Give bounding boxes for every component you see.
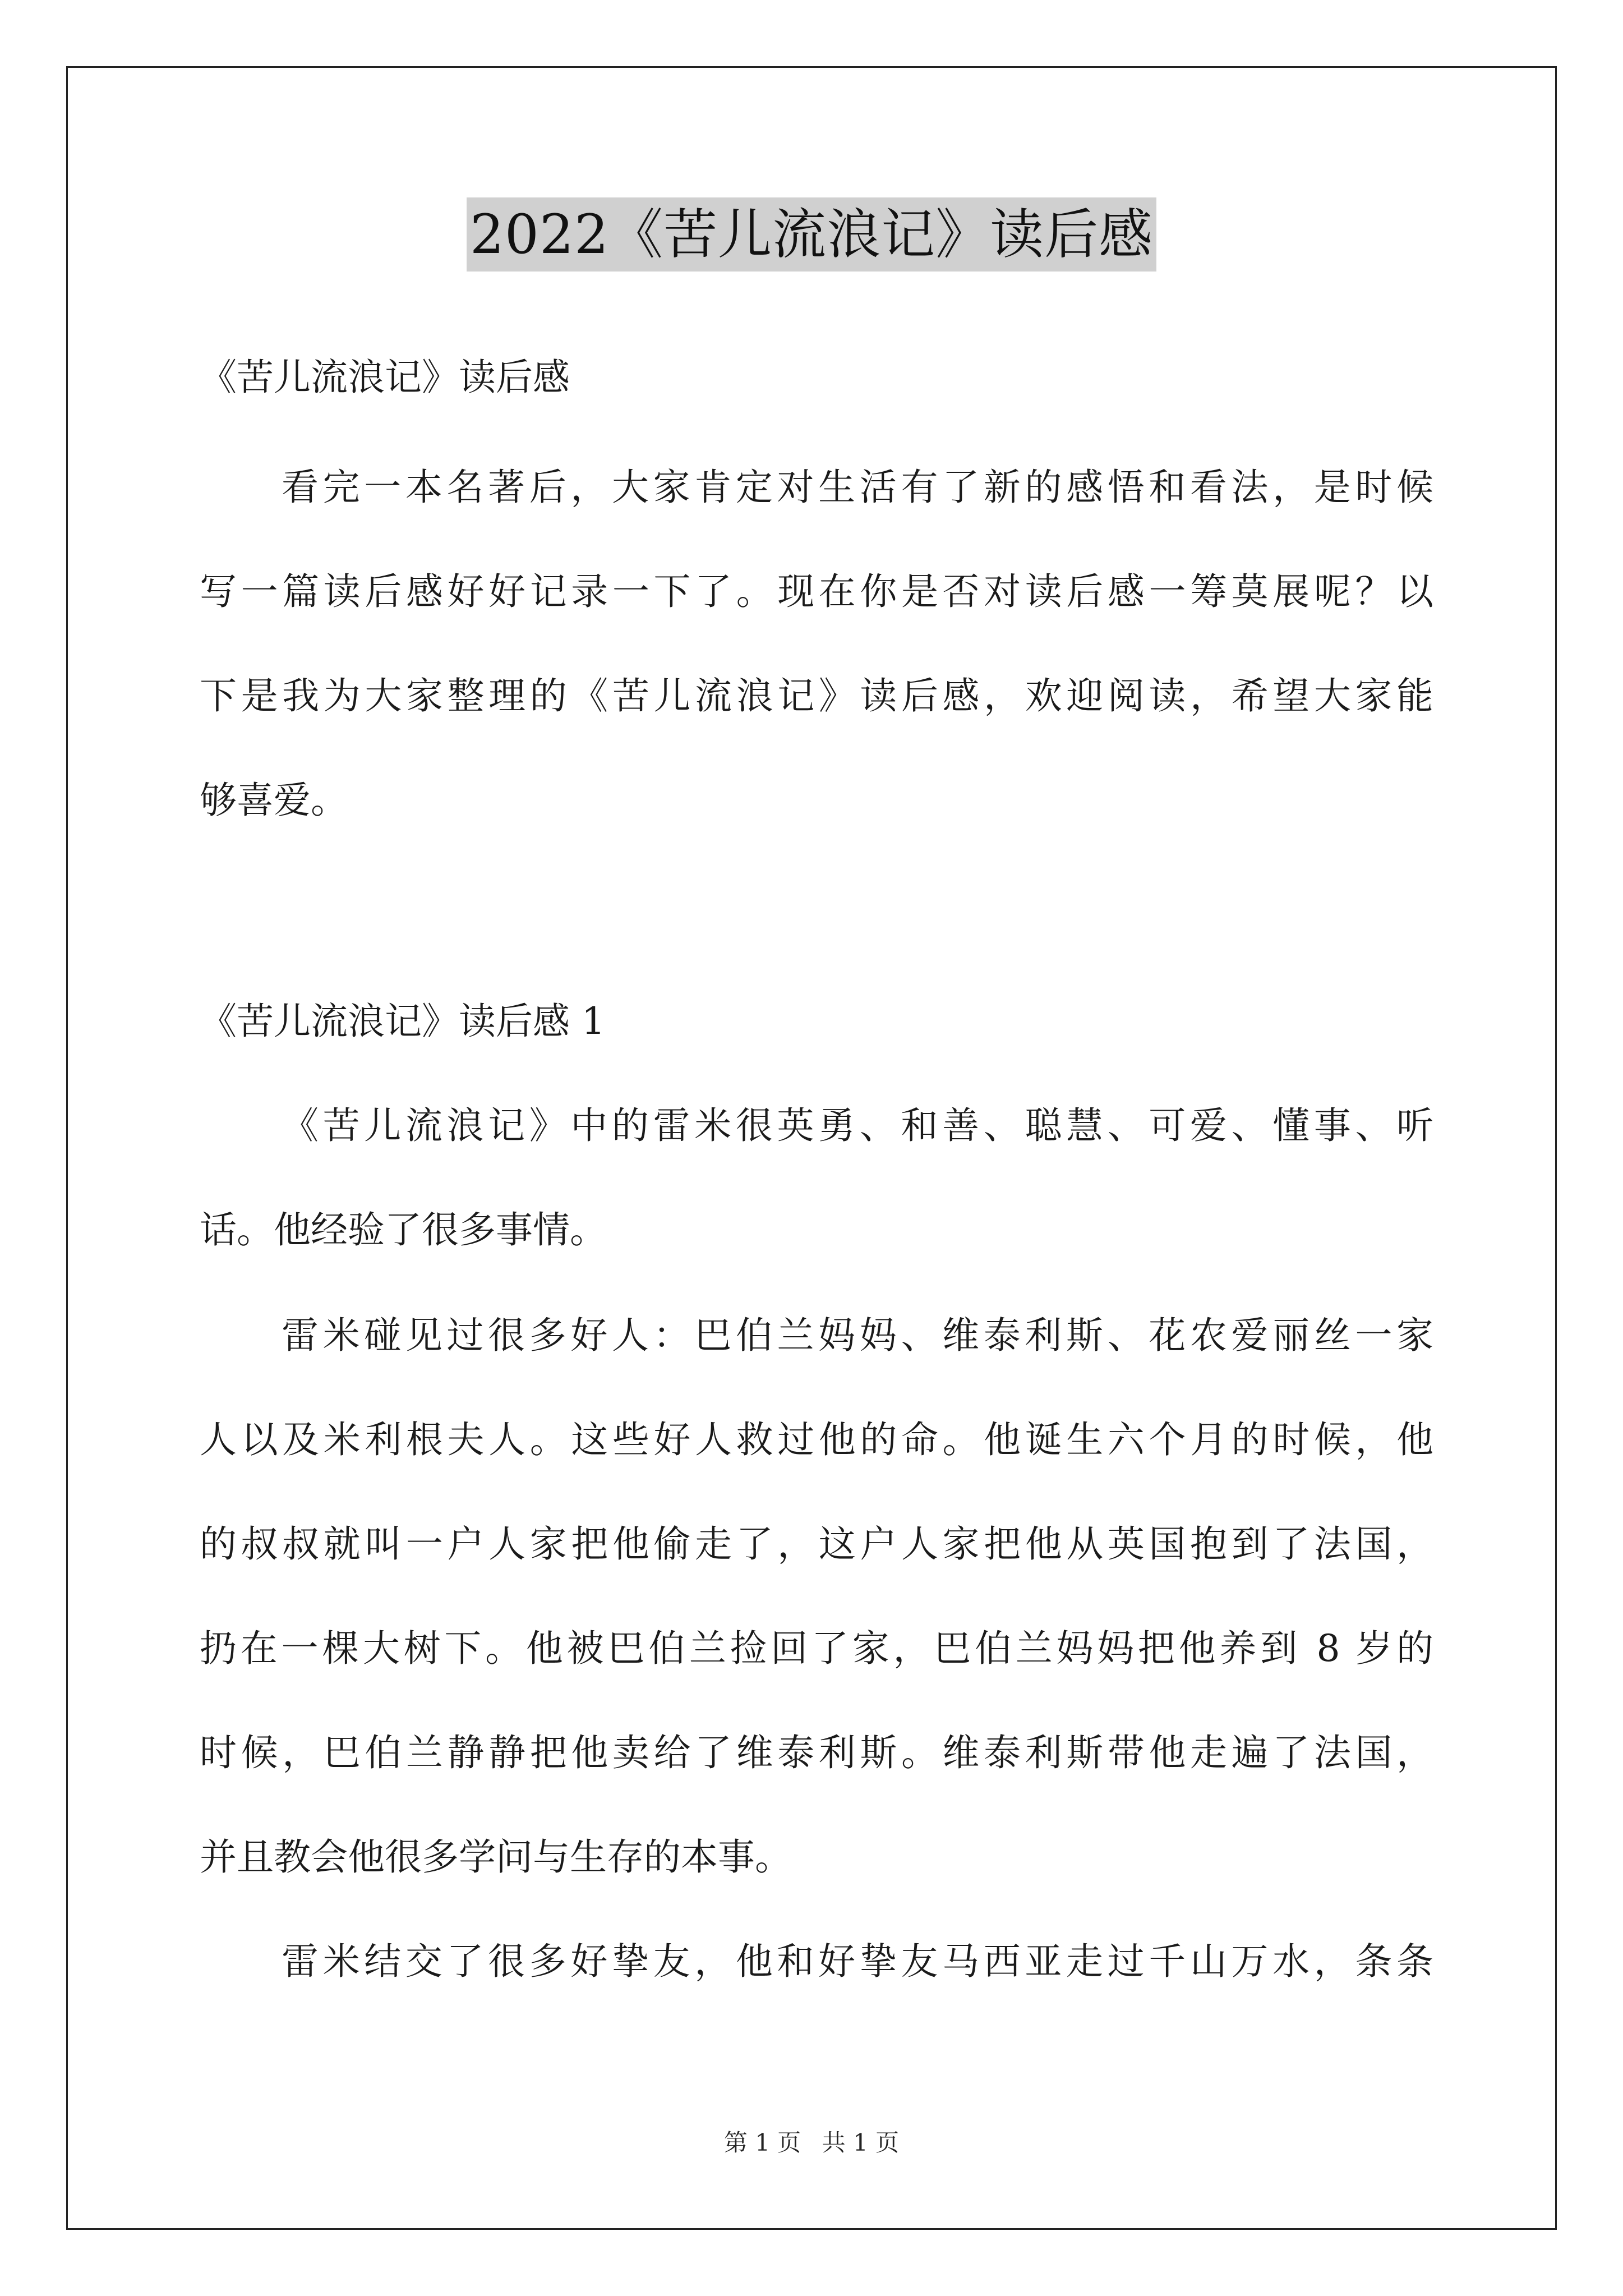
para3-line: 雷米结交了很多好挚友，他和好挚友马西亚走过千山万水，条条 [282, 1940, 1433, 1983]
para2-line: 扔在一棵大树下。他被巴伯兰捡回了家，巴伯兰妈妈把他养到 8 岁的 [200, 1627, 1433, 1670]
page-footer [0, 2126, 1623, 2160]
intro-line: 看完一本名著后，大家肯定对生活有了新的感悟和看法，是时候 [282, 466, 1433, 509]
intro-line: 写一篇读后感好好记录一下了。现在你是否对读后感一筹莫展呢？以 [200, 570, 1433, 613]
subtitle: 《苦儿流浪记》读后感 [200, 356, 570, 399]
intro-line: 够喜爱。 [200, 779, 348, 822]
para2-line: 时候，巴伯兰静静把他卖给了维泰利斯。维泰利斯带他走遍了法国， [200, 1731, 1433, 1774]
para2-line: 并且教会他很多学问与生存的本事。 [200, 1835, 792, 1879]
para2-line: 的叔叔就叫一户人家把他偷走了，这户人家把他从英国抱到了法国， [200, 1522, 1433, 1566]
page-number-current: 第 1 页 [723, 2129, 801, 2156]
document-title: 2022《苦儿流浪记》读后感 [467, 197, 1156, 272]
title-container [0, 197, 1623, 272]
para1-line: 话。他经验了很多事情。 [200, 1208, 607, 1251]
intro-line: 下是我为大家整理的《苦儿流浪记》读后感，欢迎阅读，希望大家能 [200, 674, 1433, 717]
para1-line: 《苦儿流浪记》中的雷米很英勇、和善、聪慧、可爱、懂事、听 [282, 1104, 1433, 1147]
para2-line: 雷米碰见过很多好人：巴伯兰妈妈、维泰利斯、花农爱丽丝一家 [282, 1314, 1433, 1357]
para2-line: 人以及米利根夫人。这些好人救过他的命。他诞生六个月的时候，他 [200, 1418, 1433, 1461]
section-heading: 《苦儿流浪记》读后感 1 [200, 1000, 605, 1043]
page-number-total: 共 1 页 [822, 2129, 900, 2156]
